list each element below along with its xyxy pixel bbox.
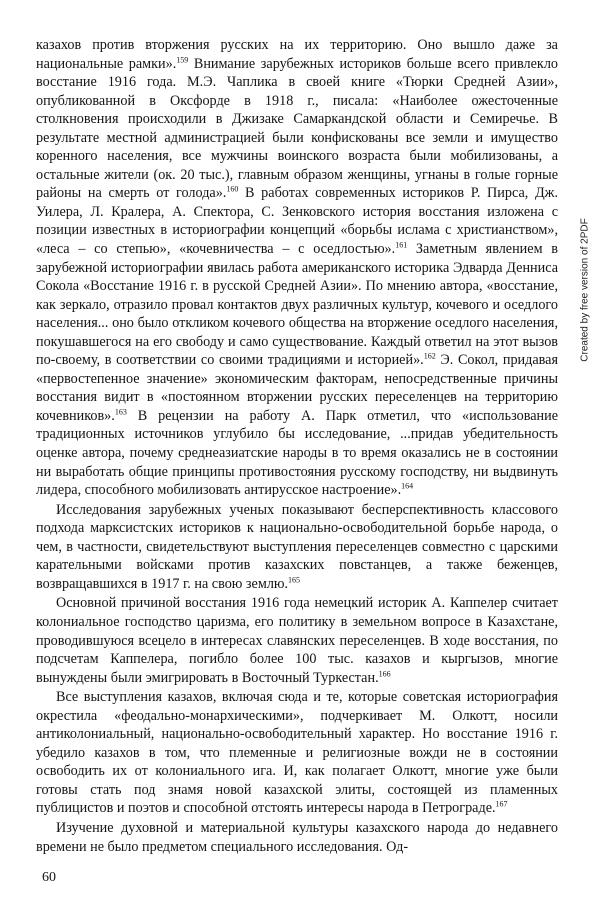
footnote-ref-159: 159 (176, 54, 189, 64)
watermark-text: Created by free version of 2PDF (579, 218, 591, 362)
text-run: Основной причиной восстания 1916 года немецкий историк А. Каппелер считает колониальное господство царизма, его политику в земельном вопросе в Казахстане, проводившуюся всецело в интересах славянских переселенцев. В ходе восстания, по подсчетам Каппелера, погибло более 100 тыс. казахов и кыргызов, многие вынуждены были эмигрировать в Восточный Туркестан. (36, 595, 558, 686)
footnote-ref-166: 166 (378, 668, 391, 678)
paragraph-2 (36, 501, 558, 594)
paragraph-3 (36, 594, 558, 687)
page-body-text (36, 36, 558, 856)
text-run: Внимание зарубежных историков больше всего привлекло восстание 1916 года. М.Э. Чаплика в своей книге «Тюрки Средней Азии», опубликованной в Оксфорде в 1918 г., писала: «Наиболее ожесточенные столкновения происходили в Джизаке Самаркандской области и Семиречье. В результате местной администрацией были конфискованы все земли и имущество коренного населения, все мужчины воинского возраста были мобилизованы, а остальные жители (ок. 20 тыс.), главным образом женщины, угнаны в голые горные районы на смерть от голода». (36, 55, 559, 202)
watermark-container (578, 180, 592, 400)
text-run: Исследования зарубежных ученых показывают бесперспективность классового подхода марксистских историков к национально-освободительной борьбе народа, о чем, в частности, свидетельствуют выступления переселенцев совместно с царскими карательными войсками против казахских повстанцев, а также беженцев, возвращавшихся в 1917 г. на свою землю. (36, 501, 558, 592)
paragraph-5 (36, 819, 558, 856)
footnote-ref-163: 163 (114, 407, 127, 417)
paragraph-1 (36, 36, 558, 500)
text-run: Все выступления казахов, включая сюда и те, которые советская историография окрестила «феодально-монархическими», подчеркивает М. Олкотт, носили антиколониальный, национально-освободительный характер. Но восстание 1916 г. убедило казахов в том, что племенные и религиозные вожди не в состоянии освободить их от колониального ига. И, как полагает Олкотт, многие уже были готовы стать под знамя новой казахской элиты, состоящей из пламенных публицистов и поэтов и способной отстоять интересы народа в Петрограде. (36, 689, 558, 817)
footnote-ref-160: 160 (226, 184, 239, 194)
text-run: В рецензии на работу А. Парк отметил, что «использование традиционных источников углубило бы исследование, ...придав убедительность оценке автора, почему среднеазиатские народы в то время оказались не в состоянии ни выработать общие принципы противостояния русскому господству, ни выдвинуть лидера, способного мобилизовать антирусское настроение». (36, 407, 558, 499)
paragraph-4 (36, 688, 558, 818)
footnote-ref-162: 162 (423, 351, 436, 361)
footnote-ref-167: 167 (495, 799, 508, 809)
text-run: Э. Сокол, придавая «первостепенное значение» экономическим факторам, непосредственные причины восстания видит в «постоянном вторжении русских переселенцев на территорию кочевников». (36, 352, 558, 424)
text-run: Изучение духовной и материальной культуры казахского народа до недавнего времени не было предметом специального исследования. Од- (36, 819, 558, 855)
text-run: Заметным явлением в зарубежной историографии явилась работа американского историка Эдварда Денниса Сокола «Восстание 1916 г. в русской Средней Азии». По мнению автора, «восстание, как зеркало, отразило провал контактов двух различных культур, кочевого и оседлого населения... оно было откликом кочевого общества на вторжение оседлого населения, покушавшегося на его свободу и само существование. Каждый ответил на этот вызов по-своему, в соответствии со своими традициями и историей». (36, 241, 558, 369)
text-run: казахов против вторжения русских на их территорию. Оно вышло даже за национальные рамки». (36, 37, 558, 72)
text-run: В работах современных историков Р. Пирса, Дж. Уилера, Л. Кралера, А. Спектора, С. Зенковского история восстания изложена с позиции известных в историографии концепций «борьбы ислама с христианством», «леса – со степью», «кочевничества – с оседлостью». (36, 185, 558, 258)
footnote-ref-165: 165 (288, 575, 301, 585)
footnote-ref-164: 164 (401, 481, 414, 491)
page-number: 60 (42, 870, 56, 885)
footnote-ref-161: 161 (395, 240, 408, 250)
